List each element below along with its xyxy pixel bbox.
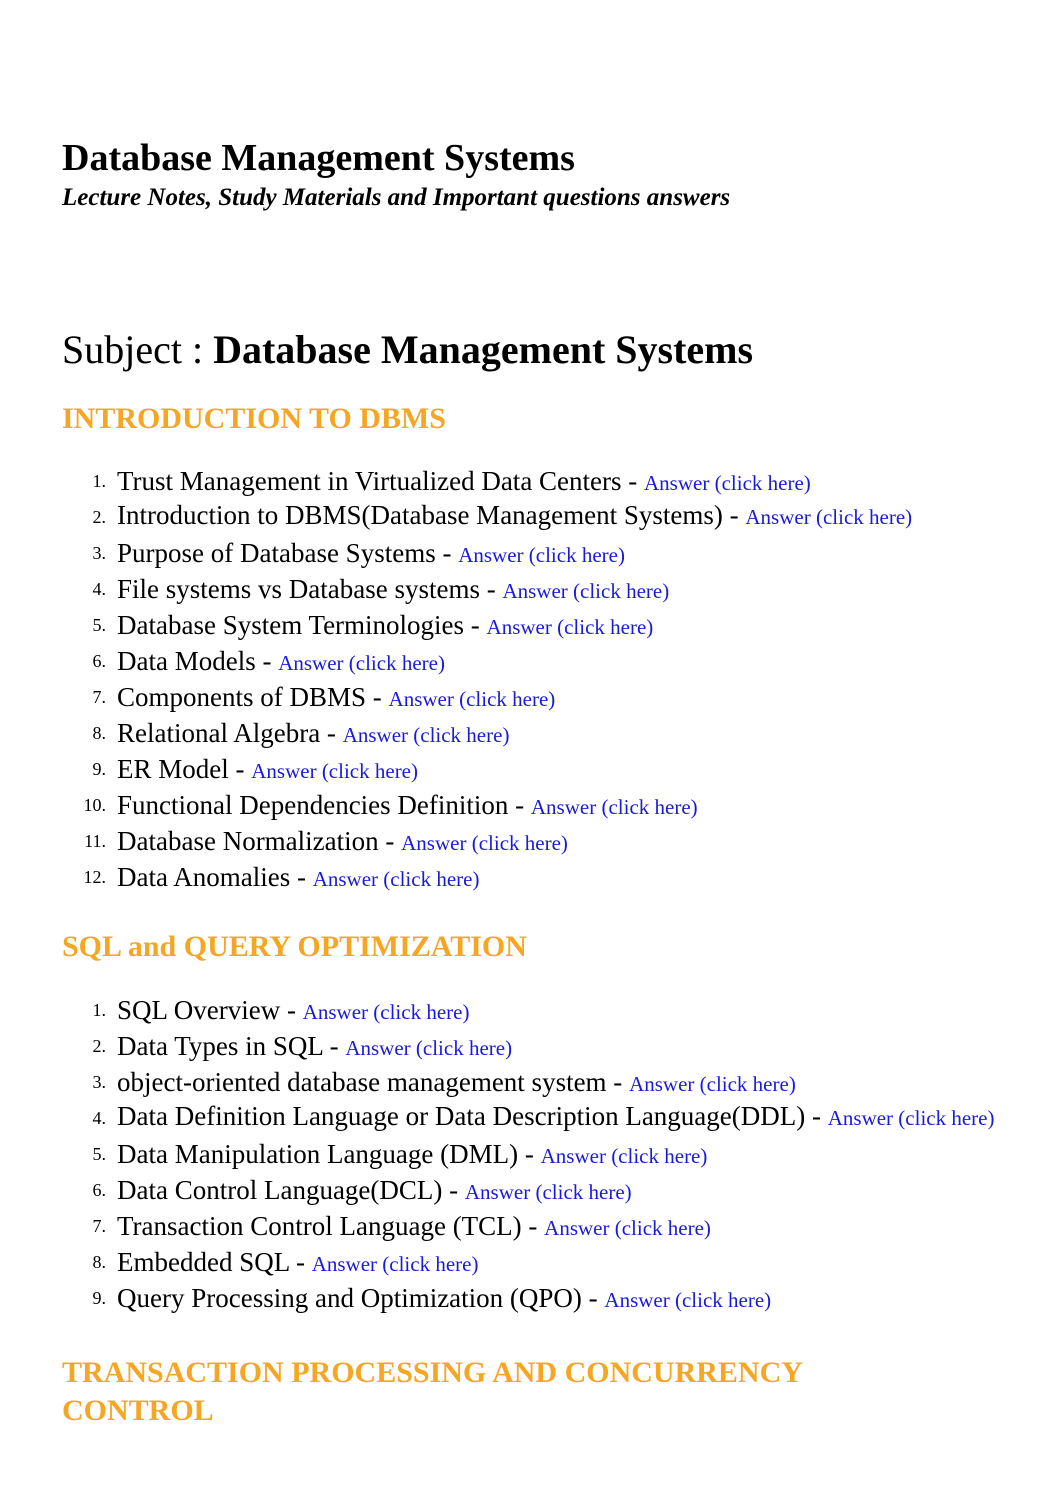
answer-link[interactable]: Answer (click here) xyxy=(345,1036,513,1060)
item-text: Trust Management in Virtualized Data Centers - xyxy=(117,466,645,496)
list-item xyxy=(62,1209,1002,1245)
list-item xyxy=(62,1101,1002,1137)
list-item xyxy=(62,1173,1002,1209)
subject-line xyxy=(62,326,753,374)
list-item xyxy=(62,680,1002,716)
list-item xyxy=(62,464,1002,500)
item-number: 5. xyxy=(92,615,106,635)
list-item xyxy=(62,608,1002,644)
item-text: Functional Dependencies Definition - xyxy=(117,790,531,820)
item-number: 9. xyxy=(92,1288,106,1308)
item-number: 10. xyxy=(83,795,106,815)
item-number: 4. xyxy=(92,1108,106,1128)
answer-link[interactable]: Answer (click here) xyxy=(827,1106,995,1130)
answer-link[interactable]: Answer (click here) xyxy=(388,687,556,711)
item-text: Data Types in SQL - xyxy=(117,1031,346,1061)
answer-link[interactable]: Answer (click here) xyxy=(486,615,654,639)
list-item xyxy=(62,644,1002,680)
item-number: 6. xyxy=(92,651,106,671)
answer-link[interactable]: Answer (click here) xyxy=(540,1144,708,1168)
answer-link[interactable]: Answer (click here) xyxy=(251,759,418,783)
list-item xyxy=(62,1065,1002,1101)
item-number: 5. xyxy=(92,1144,106,1164)
answer-link[interactable]: Answer (click here) xyxy=(302,1000,470,1024)
section-heading-sql: SQL and QUERY OPTIMIZATION xyxy=(62,930,527,963)
answer-link[interactable]: Answer (click here) xyxy=(401,831,568,855)
item-number: 3. xyxy=(92,543,106,563)
item-text: Query Processing and Optimization (QPO) - xyxy=(117,1283,605,1313)
list-item xyxy=(62,788,1002,824)
item-text: object-oriented database management system - xyxy=(117,1067,630,1097)
item-text: File systems vs Database systems - xyxy=(117,574,503,604)
answer-link[interactable]: Answer (click here) xyxy=(604,1288,772,1312)
item-number: 7. xyxy=(92,1216,106,1236)
subject-prefix: Subject : xyxy=(62,327,214,372)
list-item xyxy=(62,1245,1002,1281)
item-text: Introduction to DBMS(Database Management Systems) - xyxy=(117,500,746,530)
section-list-sql xyxy=(62,993,1002,1317)
item-number: 9. xyxy=(92,759,106,779)
answer-link[interactable]: Answer (click here) xyxy=(342,723,510,747)
answer-link[interactable]: Answer (click here) xyxy=(644,471,811,495)
item-text: Data Control Language(DCL) - xyxy=(117,1175,465,1205)
page-subtitle: Lecture Notes, Study Materials and Important questions answers xyxy=(62,184,731,211)
answer-link[interactable]: Answer (click here) xyxy=(312,867,480,891)
list-item xyxy=(62,752,1002,788)
item-text: Data Manipulation Language (DML) - xyxy=(117,1139,541,1169)
item-text: Components of DBMS - xyxy=(117,682,389,712)
list-item xyxy=(62,1281,1002,1317)
item-text: Embedded SQL - xyxy=(117,1247,312,1277)
page-title: Database Management Systems xyxy=(62,137,575,179)
answer-link[interactable]: Answer (click here) xyxy=(278,651,445,675)
item-text: Transaction Control Language (TCL) - xyxy=(117,1211,545,1241)
list-item xyxy=(62,993,1002,1029)
list-item xyxy=(62,1137,1002,1173)
list-item xyxy=(62,1029,1002,1065)
list-item xyxy=(62,500,1002,536)
answer-link[interactable]: Answer (click here) xyxy=(544,1216,711,1240)
item-number: 4. xyxy=(92,579,106,599)
section-heading-intro: INTRODUCTION TO DBMS xyxy=(62,402,446,435)
answer-link[interactable]: Answer (click here) xyxy=(530,795,698,819)
item-number: 12. xyxy=(83,867,106,887)
list-item xyxy=(62,716,1002,752)
answer-link[interactable]: Answer (click here) xyxy=(464,1180,632,1204)
item-text: ER Model - xyxy=(117,754,252,784)
section-heading-transaction: TRANSACTION PROCESSING AND CONCURRENCY CONTROL xyxy=(62,1356,802,1427)
list-item xyxy=(62,860,1002,896)
item-number: 8. xyxy=(92,723,106,743)
answer-link[interactable]: Answer (click here) xyxy=(629,1072,796,1096)
item-text: Relational Algebra - xyxy=(117,718,343,748)
section-list-intro xyxy=(62,464,1002,896)
item-number: 1. xyxy=(92,1000,106,1020)
item-text: Database Normalization - xyxy=(117,826,402,856)
item-text: Purpose of Database Systems - xyxy=(117,538,459,568)
item-text: SQL Overview - xyxy=(117,995,303,1025)
item-number: 1. xyxy=(92,471,106,491)
item-number: 7. xyxy=(92,687,106,707)
list-item xyxy=(62,824,1002,860)
item-number: 11. xyxy=(84,831,106,851)
subject-name: Database Management Systems xyxy=(213,327,754,372)
item-number: 3. xyxy=(92,1072,106,1092)
item-text: Data Anomalies - xyxy=(117,862,313,892)
item-text: Data Models - xyxy=(117,646,279,676)
list-item xyxy=(62,536,1002,572)
answer-link[interactable]: Answer (click here) xyxy=(502,579,670,603)
answer-link[interactable]: Answer (click here) xyxy=(458,543,625,567)
item-text: Database System Terminologies - xyxy=(117,610,487,640)
item-number: 6. xyxy=(92,1180,106,1200)
answer-link[interactable]: Answer (click here) xyxy=(745,505,913,529)
item-number: 8. xyxy=(92,1252,106,1272)
list-item xyxy=(62,572,1002,608)
item-number: 2. xyxy=(92,1036,106,1056)
item-text: Data Definition Language or Data Description Language(DDL) - xyxy=(117,1101,828,1131)
item-number: 2. xyxy=(92,507,106,527)
answer-link[interactable]: Answer (click here) xyxy=(311,1252,479,1276)
